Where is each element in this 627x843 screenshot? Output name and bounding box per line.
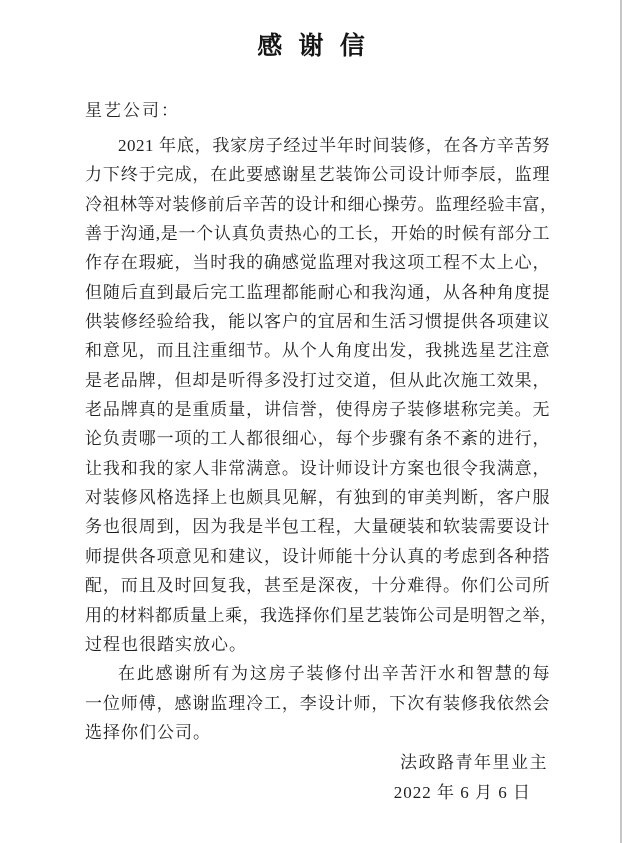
letter-line: 选择你们公司。 [85,722,211,742]
letter-line: 作存在瑕疵，当时我的确感觉监理对我这项工程不太上心， [85,253,550,273]
letter-line: 用的材料都质量上乘，我选择你们星艺装饰公司是明智之举， [85,605,558,625]
letter-line: 善于沟通,是一个认真负责热心的工长，开始的时候有部分工 [85,224,550,244]
letter-line: 冷祖林等对装修前后辛苦的设计和细心操劳。监理经验丰富， [85,194,558,214]
letter-title: 感 谢 信 [257,33,370,60]
letter-line: 供装修经验给我，能以客户的宜居和生活习惯提供各项建议 [85,312,550,332]
letter-date: 2022 年 6 月 6 日 [393,783,531,803]
letter-line: 老品牌真的是重质量，讲信誉，使得房子装修堪称完美。无 [85,400,550,420]
letter-line: 让我和我的家人非常满意。设计师设计方案也很令我满意， [85,458,550,478]
letter-salutation: 星艺公司： [85,101,180,120]
letter-line: 是老品牌，但却是听得多没打过交道，但从此次施工效果， [85,370,550,390]
letter-line: 对装修风格选择上也颇具见解，有独到的审美判断，客户服 [85,488,550,508]
letter-line: 过程也很踏实放心。 [85,634,247,654]
page-edge-line [620,0,622,843]
letter-line: 在此感谢所有为这房子装修付出辛苦汗水和智慧的每 [118,664,550,684]
letter-line: 一位师傅，感谢监理冷工，李设计师，下次有装修我依然会 [85,693,550,713]
letter-line: 但随后直到最后完工监理都能耐心和我沟通，从各种角度提 [85,282,550,302]
letter-line: 2021 年底，我家房子经过半年时间装修，在各方辛苦努 [118,136,550,155]
signature-block [85,748,550,808]
letter-line: 论负责哪一项的工人都很细心，每个步骤有条不紊的进行， [85,429,550,449]
letter-body [85,131,558,747]
letter-line: 力下终于完成，在此要感谢星艺装饰公司设计师李辰，监理 [85,165,550,185]
letter-line: 和意见，而且注重细节。从个人角度出发，我挑选星艺注意 [85,341,550,361]
letter-line: 配，而且及时回复我，甚至是深夜，十分难得。你们公司所 [85,576,550,596]
letter-line: 师提供各项意见和建议，设计师能十分认真的考虑到各种搭 [85,546,550,566]
letter-line: 务也很周到，因为我是半包工程，大量硬装和软装需要设计 [85,517,550,537]
letter-signature: 法政路青年里业主 [400,753,548,772]
